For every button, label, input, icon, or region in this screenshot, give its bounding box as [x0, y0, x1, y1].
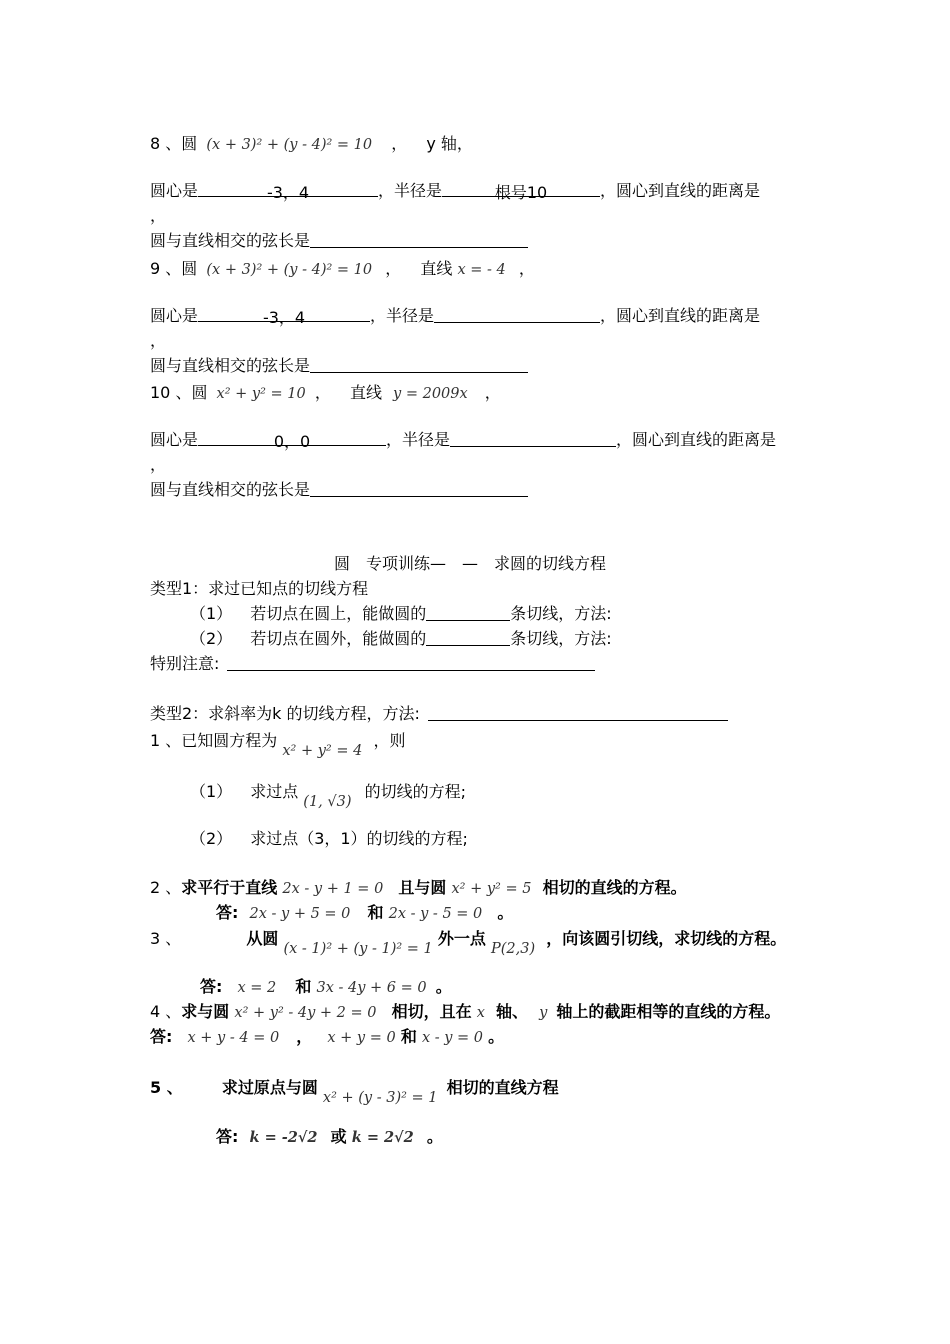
- p4-text-c: 轴、: [495, 1002, 528, 1021]
- p2-answer-label: 答:: [216, 903, 239, 922]
- p3-text-a: 从圆: [246, 929, 279, 948]
- q9-line-label: 直线: [420, 259, 453, 278]
- q9-radius-label: ，半径是: [370, 306, 435, 325]
- p2-circle-equation: x² + y² = 5: [451, 881, 532, 897]
- p5-answer-end: 。: [426, 1127, 443, 1146]
- type1-item2-blank: [426, 629, 510, 646]
- p1-circle-equation: x² + y² = 4: [282, 743, 363, 759]
- p1-sub1: [190, 779, 467, 810]
- p1-sub2-number: （2）: [190, 829, 233, 848]
- special-note-blank: [227, 654, 595, 671]
- p3-circle-equation: (x - 1)² + (y - 1)² = 1: [283, 941, 433, 957]
- p3-answer-label: 答:: [200, 977, 223, 996]
- q10-comma-wrap: ，: [150, 455, 167, 474]
- q10-heading: [150, 380, 501, 403]
- p5-answer-1: k = -2√2: [249, 1129, 318, 1146]
- p1-sub2-text: 求过点（3，1）的切线的方程;: [250, 829, 468, 848]
- p4-answer-3: x - y = 0: [421, 1030, 484, 1046]
- p3-answer-end: 。: [435, 977, 452, 996]
- type1-heading: 类型1：求过已知点的切线方程: [150, 579, 369, 598]
- p5-answer-label: 答:: [216, 1127, 239, 1146]
- q10-radius-label: ，半径是: [386, 430, 451, 449]
- p1-sub1-text: 求过点: [250, 782, 299, 801]
- q8-distance-label: ，圆心到直线的距离是: [600, 181, 761, 200]
- p2-line-equation: 2x - y + 1 = 0: [282, 881, 384, 897]
- p5-text-a: 求过原点与圆: [221, 1078, 318, 1097]
- q10-center-answer: 0，0: [198, 429, 386, 446]
- p5-number: 5 、: [150, 1078, 183, 1097]
- p2-text-c: 相切的直线的方程。: [542, 878, 687, 897]
- p1-heading: [150, 728, 406, 759]
- p1-sub2: [190, 826, 468, 849]
- type2-text: 类型2：求斜率为k 的切线方程，方法:: [150, 704, 420, 723]
- q10-radius-blank: [450, 430, 616, 447]
- q10-line2: [150, 477, 528, 500]
- type1-item2-number: （2）: [190, 629, 233, 648]
- q8-radius-label: ，半径是: [378, 181, 443, 200]
- p4-var-x: x: [476, 1005, 485, 1021]
- p5-circle-equation: x² + (y - 3)² = 1: [322, 1090, 438, 1106]
- p4-answer-2: x + y = 0: [327, 1030, 396, 1046]
- p4-number: 4 、: [150, 1002, 182, 1021]
- q8-line1: [150, 178, 760, 201]
- p1-sub1-number: （1）: [190, 782, 233, 801]
- type1-item1: [190, 601, 612, 624]
- q8-heading: [150, 131, 473, 154]
- p4-answer-end: 。: [488, 1027, 505, 1046]
- type1-item1-blank: [426, 604, 510, 621]
- type1-item1-number: （1）: [190, 604, 233, 623]
- p2-number: 2 、: [150, 878, 182, 897]
- q9-distance-label: ，圆心到直线的距离是: [600, 306, 761, 325]
- q8-number: 8 、圆: [150, 134, 198, 153]
- p4-answer-label: 答:: [150, 1027, 173, 1046]
- p2-answer-1: 2x - y + 5 = 0: [249, 906, 351, 922]
- p4-answer-and: 和: [400, 1027, 417, 1046]
- q8-center-answer: -3，4: [198, 180, 378, 197]
- p2-answer: [216, 900, 513, 923]
- p3-text-c: ，向该圆引切线，求切线的方程。: [546, 929, 787, 948]
- p3-number: 3 、: [150, 929, 182, 948]
- q8-chord-label: 圆与直线相交的弦长是: [150, 231, 311, 250]
- p1-sub1-point: (1, √3): [303, 794, 352, 810]
- p3-answer-1: x = 2: [237, 980, 277, 996]
- p5-text-b: 相切的直线方程: [446, 1078, 559, 1097]
- p2-answer-end: 。: [497, 903, 514, 922]
- p4-heading: [150, 999, 780, 1022]
- p4-text-d: 轴上的截距相等的直线的方程。: [556, 1002, 781, 1021]
- q9-line1: [150, 303, 760, 326]
- q9-comma: ，: [385, 259, 402, 278]
- type1-item2: [190, 626, 612, 649]
- q9-center-label: 圆心是: [150, 306, 199, 325]
- q10-circle-equation: x² + y² = 10: [216, 386, 306, 402]
- q8-radius-answer: 根号10: [442, 180, 600, 197]
- p3-answer-2: 3x - 4y + 6 = 0: [316, 980, 427, 996]
- p5-answer: [216, 1124, 443, 1147]
- q10-center-label: 圆心是: [150, 430, 199, 449]
- p4-circle-equation: x² + y² - 4y + 2 = 0: [234, 1005, 377, 1021]
- q10-line-label: 直线: [349, 383, 382, 402]
- special-note-label: 特别注意:: [150, 654, 220, 673]
- q8-center-label: 圆心是: [150, 181, 199, 200]
- q8-chord-blank: [310, 231, 528, 248]
- p4-answer-1: x + y - 4 = 0: [187, 1030, 280, 1046]
- q9-circle-equation: (x + 3)² + (y - 4)² = 10: [206, 262, 373, 278]
- q10-comma-end: ，: [484, 383, 501, 402]
- type1-item2-tail: 条切线，方法:: [510, 629, 612, 648]
- q9-line-equation: x = - 4: [457, 262, 506, 278]
- p4-text-a: 求与圆: [181, 1002, 230, 1021]
- type1-item1-text: 若切点在圆上，能做圆的: [250, 604, 427, 623]
- special-note: [150, 651, 595, 674]
- p1-sub1-tail: 的切线的方程;: [364, 782, 467, 801]
- q9-comma-end: ，: [518, 259, 535, 278]
- q8-comma-wrap: ，: [150, 206, 167, 225]
- p4-text-b: 相切，且在: [391, 1002, 472, 1021]
- q8-line2: [150, 228, 528, 251]
- q8-circle-equation: (x + 3)² + (y - 4)² = 10: [206, 137, 373, 153]
- p4-answer: [150, 1024, 504, 1047]
- p4-answer-sep: ，: [296, 1027, 313, 1046]
- type1-item1-tail: 条切线，方法:: [510, 604, 612, 623]
- p3-point: P(2,3): [490, 941, 536, 957]
- p1-tail: ，则: [373, 731, 406, 750]
- q10-chord-label: 圆与直线相交的弦长是: [150, 480, 311, 499]
- p3-answer: [200, 974, 452, 997]
- p5-answer-2: k = 2√2: [351, 1129, 414, 1146]
- q9-heading: [150, 256, 535, 279]
- q9-center-answer: -3，4: [198, 305, 370, 322]
- q8-comma: ，: [391, 134, 408, 153]
- p2-answer-and: 和: [367, 903, 384, 922]
- p3-text-b: 外一点: [437, 929, 486, 948]
- section-title: 圆 专项训练— — 求圆的切线方程: [334, 554, 607, 573]
- p1-number: 1 、已知圆方程为: [150, 731, 278, 750]
- q10-distance-label: ，圆心到直线的距离是: [616, 430, 777, 449]
- q9-line2: [150, 353, 528, 376]
- p3-heading: [150, 926, 787, 957]
- type2-heading: [150, 701, 728, 724]
- p2-heading: [150, 875, 687, 898]
- p2-answer-2: 2x - y - 5 = 0: [388, 906, 483, 922]
- p5-answer-or: 或: [330, 1127, 347, 1146]
- type2-blank: [428, 704, 728, 721]
- q9-chord-label: 圆与直线相交的弦长是: [150, 356, 311, 375]
- p4-var-y: y: [539, 1005, 548, 1021]
- p2-text-b: 且与圆: [398, 878, 447, 897]
- q9-chord-blank: [310, 356, 528, 373]
- p5-heading: [150, 1075, 559, 1106]
- q9-number: 9 、圆: [150, 259, 198, 278]
- q10-comma: ，: [314, 383, 331, 402]
- p2-text-a: 求平行于直线: [181, 878, 278, 897]
- q10-line1: [150, 427, 776, 450]
- p3-answer-and: 和: [295, 977, 312, 996]
- q10-number: 10 、圆: [150, 383, 208, 402]
- q8-axis-text: y 轴，: [426, 134, 473, 153]
- q9-comma-wrap: ，: [150, 331, 167, 350]
- q10-line-equation: y = 2009x: [393, 386, 468, 402]
- q10-chord-blank: [310, 480, 528, 497]
- q9-radius-blank: [434, 306, 600, 323]
- type1-item2-text: 若切点在圆外，能做圆的: [250, 629, 427, 648]
